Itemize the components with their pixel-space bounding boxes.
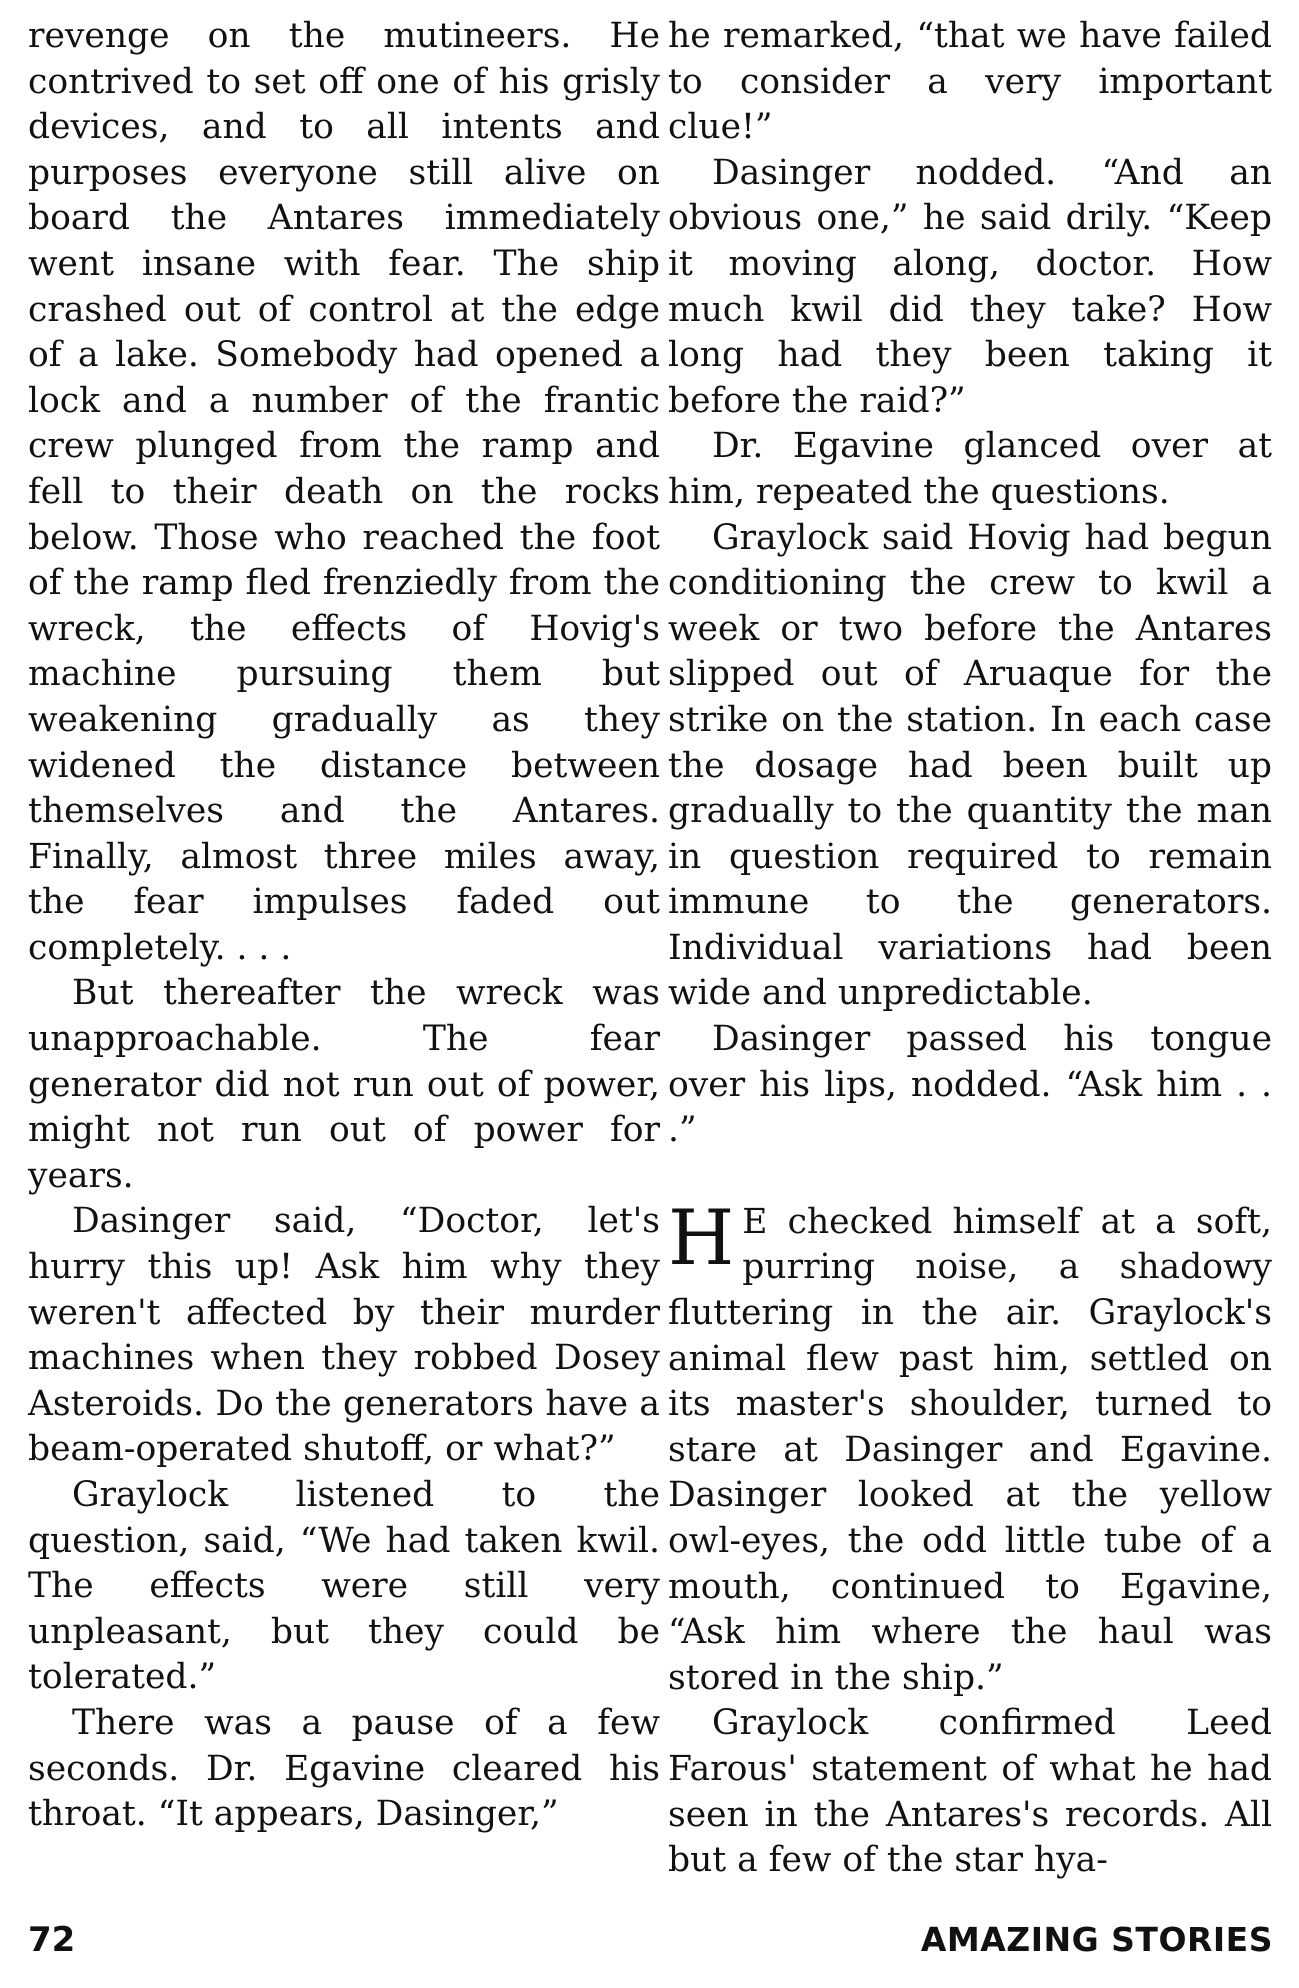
page-number: 72	[28, 1920, 76, 1960]
right-text-column	[668, 14, 1272, 1884]
section-opening-text: E checked himself at a soft, purring noise, a shadowy fluttering in the air. Graylock's animal flew past him, settled on its master's shoulder, turned to stare at Dasinger and Egavine. Dasinger looked at the yellow owl-eyes, the odd little tube of a mouth, continued to Egavine, “Ask him where the haul was stored in the ship.”	[668, 1201, 1272, 1698]
magazine-title: AMAZING STORIES	[920, 1920, 1273, 1959]
paragraph: Graylock confirmed Leed Farous' statement of what he had seen in the Antares's records. All but a few of the star hya-	[668, 1703, 1272, 1881]
paragraph: revenge on the mutineers. He contrived to set off one of his grisly devices, and to all intents and purposes everyone still alive on board the Antares immediately went insane with fear. The ship crashed out of control at the edge of a lake. Somebody had opened a lock and a number of the frantic crew plunged from the ramp and fell to their death on the rocks below. Those who reached the foot of the ramp fled frenziedly from the wreck, the effects of Hovig's machine pursuing them but weakening gradually as they widened the distance between themselves and the Antares. Finally, almost three miles away, the fear impulses faded out completely. . . .	[28, 16, 660, 968]
drop-cap: H	[668, 1192, 735, 1282]
section-opening-paragraph	[668, 1192, 1272, 1702]
paragraph: Graylock listened to the question, said, “We had taken kwil. The effects were still very unpleasant, but they could be tolerated.”	[28, 1475, 660, 1698]
paragraph: Dasinger passed his tongue over his lips, nodded. “Ask him . . .”	[668, 1019, 1272, 1151]
paragraph: Dasinger said, “Doctor, let's hurry this up! Ask him why they weren't affected by their murder machines when they robbed Dosey Asteroids. Do the generators have a beam-operated shutoff, or what?”	[28, 1201, 660, 1470]
left-text-column	[28, 14, 660, 1838]
paragraph: There was a pause of a few seconds. Dr. Egavine cleared his throat. “It appears, Dasinger,”	[28, 1702, 660, 1835]
paragraph: he remarked, “that we have failed to consider a very important clue!”	[668, 16, 1272, 148]
paragraph: But thereafter the wreck was unapproachable. The fear generator did not run out of power, might not run out of power for years.	[28, 973, 660, 1196]
paragraph: Dasinger nodded. “And an obvious one,” he said drily. “Keep it moving along, doctor. How much kwil did they take? How long had they been taking it before the raid?”	[668, 152, 1272, 421]
paragraph: Dr. Egavine glanced over at him, repeated the questions.	[668, 426, 1272, 512]
paragraph: Graylock said Hovig had begun conditioning the crew to kwil a week or two before the Antares slipped out of Aruaque for the strike on the station. In each case the dosage had been built up gradually to the quantity the man in question required to remain immune to the generators. Individual variations had been wide and unpredictable.	[668, 517, 1272, 1014]
